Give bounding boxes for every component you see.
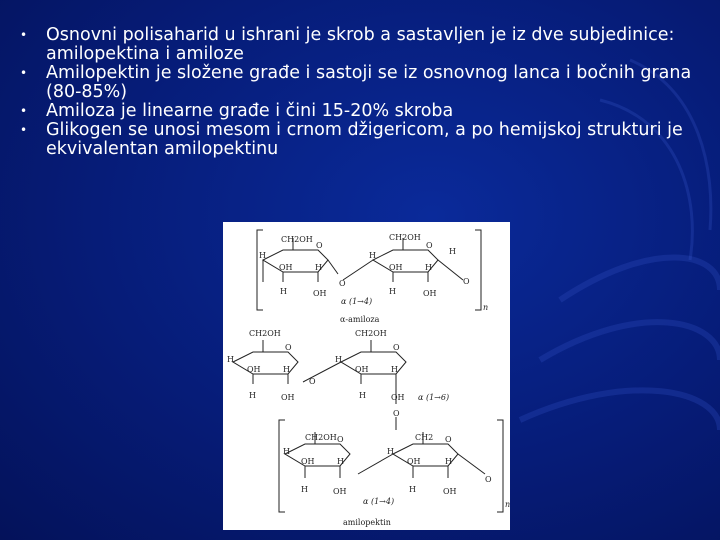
amylopectin-bottom2-h2: H bbox=[445, 457, 452, 466]
amylopectin-top1-ch2oh: CH2OH bbox=[249, 329, 281, 338]
bullet-dot: • bbox=[20, 123, 28, 137]
amylopectin-bottom1-oh2: OH bbox=[333, 487, 347, 496]
amylopectin-top2-h3: H bbox=[359, 391, 366, 400]
amylopectin-bottom2-oh: OH bbox=[407, 457, 421, 466]
bullet-text: Amilopektin je složene građe i sastoji se iz osnovnog lanca i bočnih grana (80-85%) bbox=[46, 63, 692, 102]
bullet-dot: • bbox=[20, 104, 28, 118]
amylopectin-bottom2-h3: H bbox=[409, 485, 416, 494]
amylose-ring2-oh: OH bbox=[389, 263, 403, 272]
amylopectin-top1-oh2: OH bbox=[281, 393, 295, 402]
amylose-ring1-h-mid: H bbox=[315, 263, 322, 272]
amylopectin-bottom1-ch2oh: CH2OH bbox=[305, 433, 337, 442]
amylopectin-caption: amilopektin bbox=[343, 518, 391, 527]
bullet-dot: • bbox=[20, 28, 28, 42]
bullet-item bbox=[20, 64, 710, 102]
bullet-list bbox=[20, 26, 710, 159]
amylopectin-top1-h: H bbox=[227, 355, 234, 364]
amylopectin-bottom1-o: O bbox=[337, 435, 344, 444]
amylopectin-main-bond-label: α (1→4) bbox=[363, 497, 395, 506]
amylopectin-repeat-n: n bbox=[505, 500, 510, 509]
amylose-ring1-oh-bottom: OH bbox=[313, 289, 327, 298]
bullet-item bbox=[20, 121, 710, 159]
amylopectin-bottom2-ch2: CH2 bbox=[415, 433, 434, 442]
bullet-text: Glikogen se unosi mesom i crnom džigericom, a po hemijskoj strukturi je ekvivalentan amilopektinu bbox=[46, 120, 683, 159]
amylopectin-top2-oh2: OH bbox=[391, 393, 405, 402]
amylose-caption: α-amiloza bbox=[340, 315, 380, 324]
amylopectin-top2-h: H bbox=[335, 355, 342, 364]
bullet-item bbox=[20, 102, 710, 121]
amylose-ring1-oh: OH bbox=[279, 263, 293, 272]
amylose-bond-label: α (1→4) bbox=[341, 297, 373, 306]
bullet-text: Amiloza je linearne građe i čini 15-20% skroba bbox=[46, 101, 454, 121]
amylopectin-top2-oh: OH bbox=[355, 365, 369, 374]
amylopectin-link-o: O bbox=[309, 377, 316, 386]
amylopectin-top2-h2: H bbox=[391, 365, 398, 374]
starch-structure-figure bbox=[223, 222, 510, 530]
amylose-repeat-n: n bbox=[483, 303, 489, 312]
amylopectin-top2-o: O bbox=[393, 343, 400, 352]
amylose-bridge-o: O bbox=[339, 279, 346, 288]
amylopectin-top2-ch2oh: CH2OH bbox=[355, 329, 387, 338]
amylose-ring1-o: O bbox=[316, 241, 323, 250]
amylose-ring2-ch2oh: CH2OH bbox=[389, 233, 421, 242]
amylose-ring2-h-bottom: H bbox=[389, 287, 396, 296]
amylose-ring1-h-bottom: H bbox=[280, 287, 287, 296]
bullet-item bbox=[20, 26, 710, 64]
bullet-dot: • bbox=[20, 66, 28, 80]
amylopectin-top1-h2: H bbox=[283, 365, 290, 374]
amylopectin-bottom1-h3: H bbox=[301, 485, 308, 494]
amylopectin-bottom2-oh2: OH bbox=[443, 487, 457, 496]
amylopectin-bottom2-h: H bbox=[387, 447, 394, 456]
amylopectin-top1-h3: H bbox=[249, 391, 256, 400]
amylopectin-bridge-o: O bbox=[393, 409, 400, 418]
amylopectin-bottom1-oh: OH bbox=[301, 457, 315, 466]
amylopectin-branch-bond-label: α (1→6) bbox=[418, 393, 450, 402]
starch-structure-diagram bbox=[223, 222, 510, 530]
amylose-ring1-h-left: H bbox=[259, 251, 266, 260]
amylose-ring2-o: O bbox=[426, 241, 433, 250]
amylopectin-bottom2-o: O bbox=[445, 435, 452, 444]
amylopectin-end-o: O bbox=[485, 475, 492, 484]
amylose-ring2-h-left: H bbox=[369, 251, 376, 260]
amylose-ring2-h-top: H bbox=[449, 247, 456, 256]
amylopectin-bottom1-h2: H bbox=[337, 457, 344, 466]
amylopectin-top1-oh: OH bbox=[247, 365, 261, 374]
amylopectin-top1-o: O bbox=[285, 343, 292, 352]
amylopectin-bottom1-h: H bbox=[283, 447, 290, 456]
amylose-end-o: O bbox=[463, 277, 470, 286]
amylose-ring2-oh-bottom: OH bbox=[423, 289, 437, 298]
bullet-text: Osnovni polisaharid u ishrani je skrob a sastavljen je iz dve subjedinice: amilopektina i amiloze bbox=[46, 25, 675, 64]
amylose-ring1-ch2oh: CH2OH bbox=[281, 235, 313, 244]
amylose-ring2-h-mid: H bbox=[425, 263, 432, 272]
